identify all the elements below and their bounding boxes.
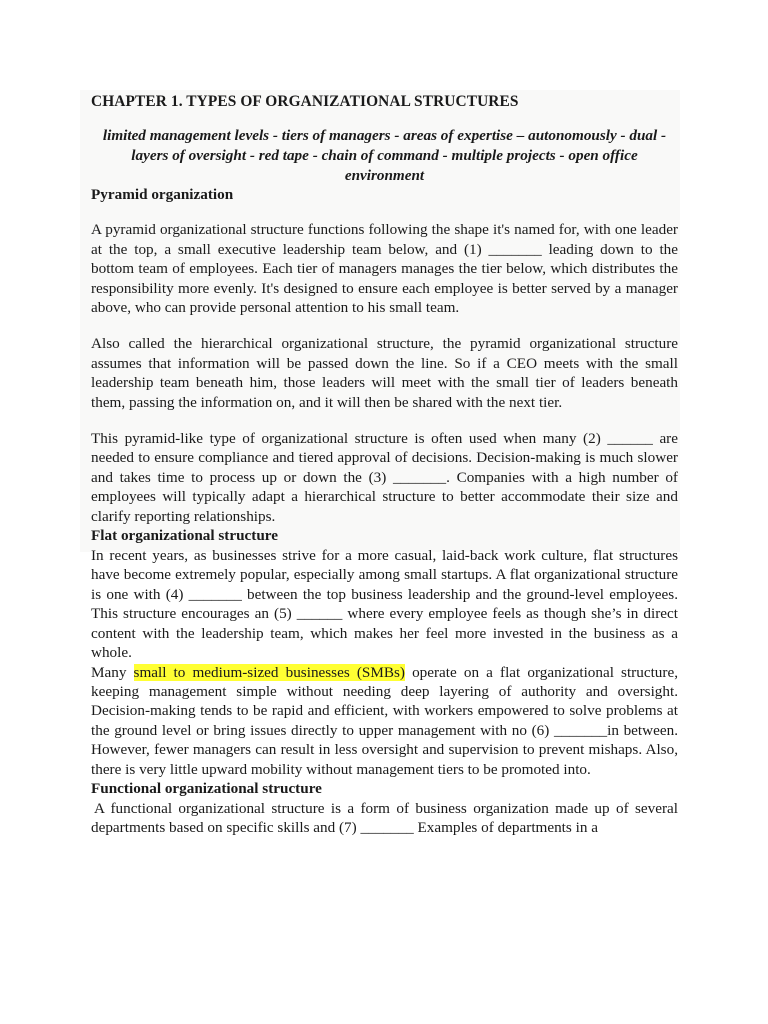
keyword: red tape: [258, 146, 309, 164]
keyword-separator: -: [308, 146, 322, 164]
keyword-separator: -: [616, 127, 630, 144]
document-body: [91, 91, 678, 838]
keyword-separator: -: [438, 146, 452, 164]
paragraph-text: operate on a flat organizational structure, keeping management simple without needing deep layering of authority and oversight. Decision-making tends to be rapid and efficient, with workers empowered to solve problems at the ground level or bring issues directly to upper management with no (6) _______in between. However, fewer managers can result in less oversight and supervision to prevent mishaps. Also, there is very little upward mobility without management tiers to be promoted into.: [91, 663, 678, 778]
keyword: chain of command: [321, 146, 439, 164]
keyword-bank: [91, 126, 678, 185]
section-heading-pyramid: Pyramid organization: [91, 186, 234, 204]
keyword-separator: -: [555, 146, 569, 164]
chapter-title: CHAPTER 1. TYPES OF ORGANIZATIONAL STRUCTURES: [91, 93, 519, 110]
keyword: areas of expertise: [403, 127, 513, 144]
paragraph: A functional organizational structure is a form of business organization made up of several departments based on specific skills and (7) _______ Examples of departments in a: [91, 799, 678, 837]
keyword: multiple projects: [451, 146, 556, 164]
keyword: open office environment: [344, 146, 638, 184]
keyword: autonomously: [528, 127, 617, 144]
paragraph: [91, 663, 678, 779]
paragraph: This pyramid-like type of organizational structure is often used when many (2) ______ are needed to ensure compliance and tiered approval of decisions. Decision-making is much slower and takes time to process up or down the (3) _______. Companies with a high number of employees will typically adapt a hierarchical structure to better accommodate their size and clarify reporting relationships.: [91, 430, 678, 525]
keyword-separator: –: [512, 127, 529, 144]
section-heading-functional: Functional organizational structure: [91, 779, 322, 797]
paragraph: Also called the hierarchical organizational structure, the pyramid organizational structure assumes that information will be passed down the line. So if a CEO meets with the small leadership team beneath him, those leaders will meet with the small tier of leaders beneath them, passing the information on, and it will then be shared with the next tier.: [91, 335, 678, 411]
keyword-separator: -: [657, 127, 667, 144]
keyword-separator: -: [269, 127, 282, 144]
paragraph: A pyramid organizational structure functions following the shape it's named for, with one leader at the top, a small executive leadership team below, and (1) _______ leading down to the bottom team of employees. Each tier of managers manages the tier below, which distributes the responsibility more evenly. It's designed to ensure each employee is better served by a manager above, who can provide personal attention to his small team.: [91, 221, 678, 317]
paragraph-text: Many: [91, 663, 134, 681]
section-heading-flat: Flat organizational structure: [91, 527, 279, 545]
keyword: limited management levels: [102, 127, 270, 144]
keyword: dual: [629, 127, 658, 144]
keyword: tiers of managers: [281, 127, 391, 144]
highlighted-text: small to medium-sized businesses (SMBs): [133, 663, 405, 681]
keyword: layers of oversight: [131, 146, 247, 164]
keyword-separator: -: [390, 127, 404, 144]
paragraph: In recent years, as businesses strive for a more casual, laid-back work culture, flat structures have become extremely popular, especially among small startups. A flat organizational structure is one with (4) _______ between the top business leadership and the ground-level employees. This structure encourages an (5) ______ where every employee feels as though she’s in direct content with the leadership team, which makes her feel more invested in the business as a whole.: [91, 547, 678, 662]
keyword-separator: -: [246, 146, 259, 164]
